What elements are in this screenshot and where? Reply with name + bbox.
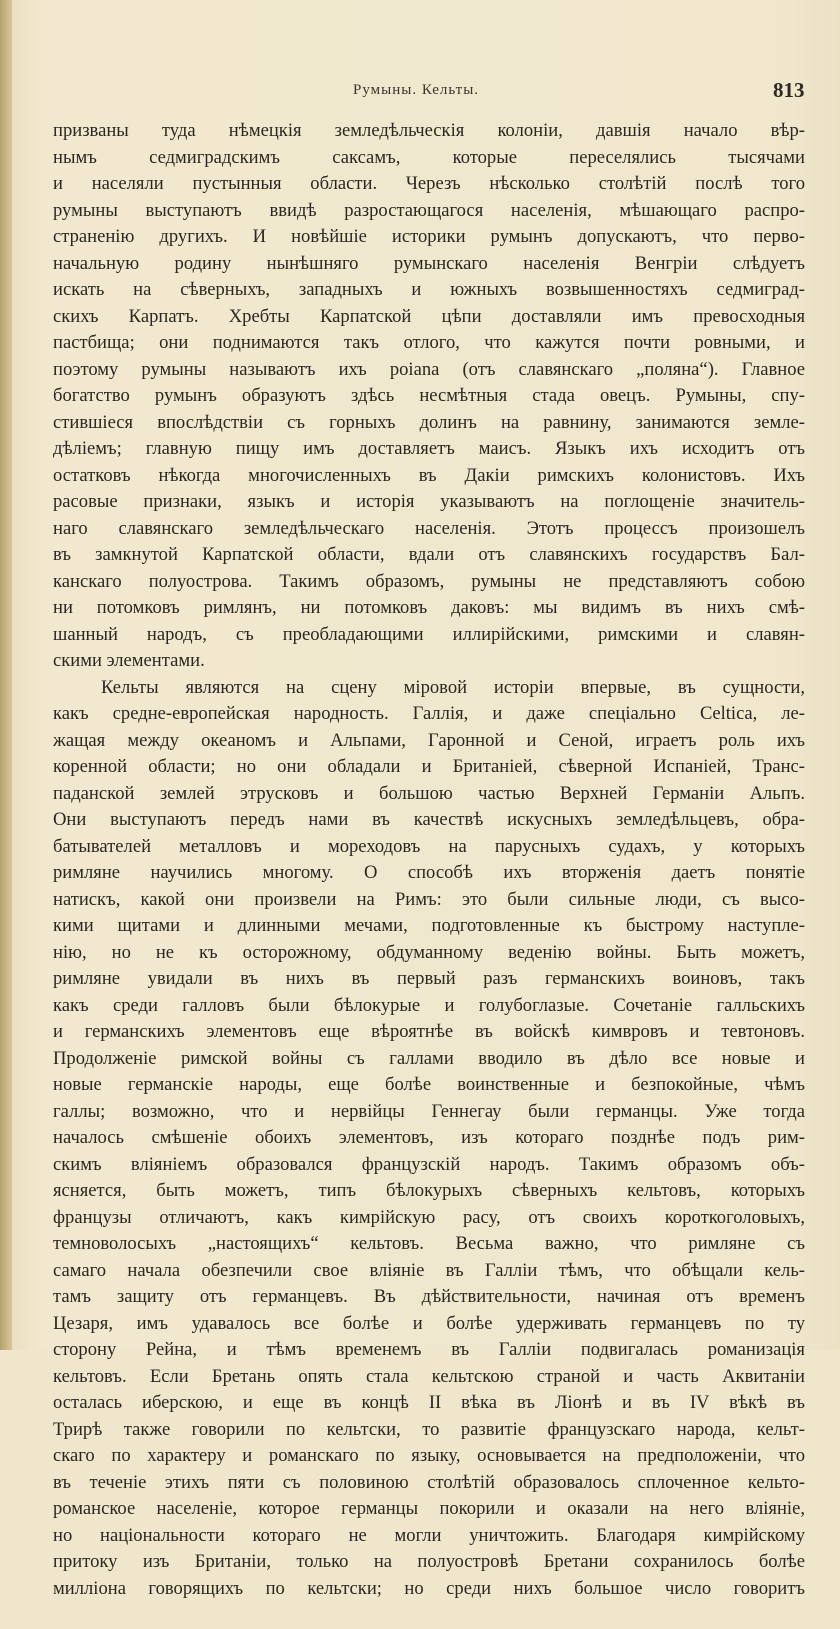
text-line: батывателей металловъ и мореходовъ на парусныхъ судахъ, у которыхъ bbox=[53, 835, 805, 857]
text-line: ясняется, быть можетъ, типъ бѣлокурыхъ сѣверныхъ кельтовъ, которыхъ bbox=[53, 1180, 805, 1201]
text-line: скимъ вліяніемъ образовался французскій народъ. Такимъ образомъ объ- bbox=[53, 1153, 805, 1175]
text-line: коренной области; но они обладали и Британіей, сѣверной Испаніей, Транс- bbox=[53, 756, 805, 777]
text-line: нымъ седмиградскимъ саксамъ, которые переселялись тысячами bbox=[53, 146, 805, 168]
text-line: французы отличаютъ, какъ кимрійскую расу, отъ своихъ короткоголовыхъ, bbox=[53, 1206, 805, 1228]
page-number: 813 bbox=[773, 78, 805, 102]
text-line: скаго по характеру и романскаго по языку, основывается на предположеніи, что bbox=[53, 1445, 805, 1466]
body-text bbox=[53, 118, 805, 1629]
paragraph-first-line: Кельты являются на сцену міровой исторіи впервые, въ сущности, bbox=[101, 676, 805, 698]
text-line: ни потомковъ римлянъ, ни потомковъ даковъ: мы видимъ въ нихъ смѣ- bbox=[53, 597, 805, 618]
text-line: стившіеся впослѣдствіи съ горныхъ долинъ на равнину, занимаются земле- bbox=[53, 411, 805, 433]
text-line: нію, но не къ осторожному, обдуманному веденію войны. Быть можетъ, bbox=[53, 941, 805, 963]
text-line: начальную родину нынѣшняго румынскаго населенія Венгріи слѣдуетъ bbox=[53, 252, 805, 274]
text-line: галлы; возможно, что и нервійцы Геннегау были германцы. Уже тогда bbox=[53, 1100, 805, 1122]
text-line: скихъ Карпатъ. Хребты Карпатской цѣпи доставляли имъ превосходныя bbox=[53, 305, 805, 327]
text-line: Трирѣ также говорили по кельтски, то развитіе французскаго народа, кельт- bbox=[53, 1418, 805, 1440]
text-line: самаго начала обезпечили свое вліяніе въ Галліи тѣмъ, что обѣщали кель- bbox=[53, 1259, 805, 1281]
text-line: кельтовъ. Если Бретань опять стала кельтскою страной и часть Аквитаніи bbox=[53, 1365, 805, 1387]
text-line: остатковъ нѣкогда многочисленныхъ въ Дакіи римскихъ колонистовъ. Ихъ bbox=[53, 464, 805, 486]
text-line: милліона говорящихъ по кельтски; но среди нихъ большое число говоритъ bbox=[53, 1577, 805, 1599]
text-line: въ теченіе этихъ пяти съ половиною столѣтій образовалось сплоченное кельто- bbox=[53, 1471, 805, 1493]
binding-gutter bbox=[0, 0, 12, 1350]
text-line: сторону Рейна, и тѣмъ временемъ въ Галліи подвигалась романизація bbox=[53, 1339, 805, 1360]
text-line: темноволосыхъ „настоящихъ“ кельтовъ. Весьма важно, что римляне съ bbox=[53, 1233, 805, 1254]
text-line: дѣліемъ; главную пищу имъ доставляетъ маисъ. Языкъ ихъ исходитъ отъ bbox=[53, 438, 805, 459]
paragraph-end-line: скими элементами. bbox=[53, 650, 205, 671]
text-line: но національности котораго не могли уничтожить. Благодаря кимрійскому bbox=[53, 1524, 805, 1546]
text-line: и германскихъ элементовъ еще вѣроятнѣе въ войскѣ кимвровъ и тевтоновъ. bbox=[53, 1021, 805, 1042]
text-line: наго славянскаго земледѣльческаго населенія. Этотъ процессъ произошелъ bbox=[53, 517, 805, 539]
text-line: началось смѣшеніе обоихъ элементовъ, изъ котораго позднѣе подъ рим- bbox=[53, 1127, 805, 1148]
text-line: страненію другихъ. И новѣйшіе историки румынъ допускаютъ, что перво- bbox=[53, 226, 805, 247]
text-line: тамъ защиту отъ германцевъ. Въ дѣйствительности, начиная отъ временъ bbox=[53, 1286, 805, 1307]
text-line: Они выступаютъ передъ нами въ качествѣ искусныхъ земледѣльцевъ, обра- bbox=[53, 809, 805, 830]
text-line bbox=[53, 1602, 805, 1629]
text-line: румыны выступаютъ ввидѣ разростающагося населенія, мѣшающаго распро- bbox=[53, 199, 805, 221]
text-line: паданской землей этрусковъ и большою частью Верхней Германіи Альпъ. bbox=[53, 782, 805, 804]
text-line: расовые признаки, языкъ и исторія указываютъ на поглощеніе значитель- bbox=[53, 491, 805, 512]
text-line: римляне увидали въ нихъ въ первый разъ германскихъ воиновъ, такъ bbox=[53, 968, 805, 989]
text-line: Цезаря, имъ удавалось все болѣе и болѣе удерживать германцевъ по ту bbox=[53, 1312, 805, 1334]
text-line: римляне научились многому. О способѣ ихъ вторженія даетъ понятіе bbox=[53, 862, 805, 883]
text-line: въ замкнутой Карпатской области, вдали отъ славянскихъ государствъ Бал- bbox=[53, 544, 805, 565]
text-line: новые германскіе народы, еще болѣе воинственные и безпокойные, чѣмъ bbox=[53, 1074, 805, 1095]
page-header bbox=[0, 78, 840, 106]
text-line: пастбища; они поднимаются такъ отлого, что кажутся почти ровными, и bbox=[53, 332, 805, 353]
text-line: натискъ, какой они произвели на Римъ: это были сильные люди, съ высо- bbox=[53, 888, 805, 910]
text-line: шанный народъ, съ преобладающими иллирійскими, римскими и славян- bbox=[53, 623, 805, 645]
text-line: кими щитами и длинными мечами, подготовленные къ быстрому наступле- bbox=[53, 915, 805, 936]
text-line: какъ средне-европейская народность. Галлія, и даже спеціально Celtica, ле- bbox=[53, 703, 805, 724]
text-line: канскаго полуострова. Такимъ образомъ, румыны не представляютъ собою bbox=[53, 570, 805, 592]
text-line: поэтому румыны называютъ ихъ poiana (отъ славянскаго „поляна“). Главное bbox=[53, 358, 805, 380]
text-line: призваны туда нѣмецкія земледѣльческія колоніи, давшія начало вѣр- bbox=[53, 120, 805, 141]
text-line: жащая между океаномъ и Альпами, Гаронной и Сеной, играетъ роль ихъ bbox=[53, 729, 805, 751]
text-line: какъ среди галловъ были бѣлокурые и голубоглазые. Сочетаніе галльскихъ bbox=[53, 994, 805, 1016]
text-line: романское населеніе, которое германцы покорили и оказали на него вліяніе, bbox=[53, 1498, 805, 1519]
text-line: притоку изъ Британіи, только на полуостровѣ Бретани сохранилось болѣе bbox=[53, 1551, 805, 1572]
text-line: богатство румынъ образуютъ здѣсь несмѣтныя стада овецъ. Румыны, спу- bbox=[53, 385, 805, 406]
text-line: осталась иберскою, и еще въ концѣ II вѣка въ Ліонѣ и въ IV вѣкѣ въ bbox=[53, 1392, 805, 1413]
text-line: Продолженіе римской войны съ галлами вводило въ дѣло все новые и bbox=[53, 1047, 805, 1069]
running-title: Румыны. Кельты. bbox=[353, 82, 480, 98]
text-line: искать на сѣверныхъ, западныхъ и южныхъ возвышенностяхъ седмиград- bbox=[53, 279, 805, 300]
text-line: и населяли пустынныя области. Черезъ нѣсколько столѣтій послѣ того bbox=[53, 173, 805, 194]
